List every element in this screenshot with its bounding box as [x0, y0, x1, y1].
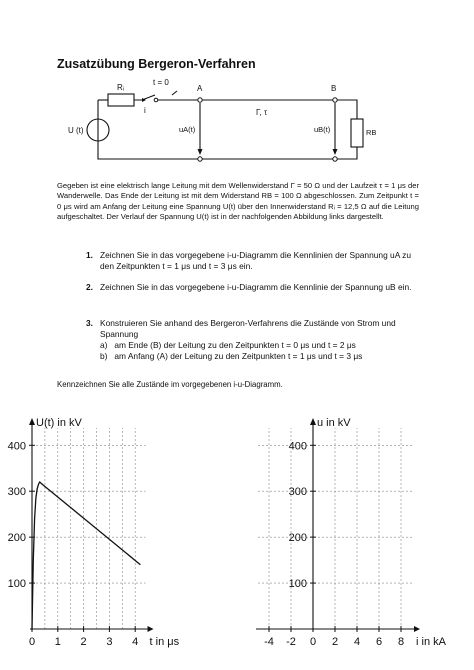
subtask-text: am Anfang (A) der Leitung zu den Zeitpunkten t = 1 μs und t = 3 μs — [114, 351, 363, 361]
circuit-diagram — [68, 75, 380, 165]
node-a-return-terminal — [198, 157, 202, 161]
y-tick-label: 400 — [7, 440, 26, 453]
node-b-label: B — [331, 84, 337, 93]
y-tick-label: 300 — [7, 486, 26, 499]
ub-arrow-icon — [333, 149, 338, 155]
ua-label: uA(t) — [179, 125, 196, 134]
y-axis-label: u in kV — [317, 417, 351, 429]
task-3 — [86, 318, 420, 361]
task-text: Konstruieren Sie anhand des Bergeron-Verfahrens die Zustände von Strom und Spannung — [100, 318, 396, 339]
x-tick-label: 6 — [375, 636, 383, 648]
subtask-label: a) — [100, 340, 108, 350]
task-number: 3. — [86, 318, 93, 328]
x-tick-label: 4 — [132, 636, 139, 648]
inner-resistor — [108, 94, 134, 106]
load-resistor — [351, 119, 363, 147]
y-tick-label: 400 — [288, 440, 307, 453]
node-b-terminal — [333, 98, 337, 102]
x-axis-label: t in μs — [149, 636, 180, 648]
x-axis-label: i in kA — [416, 636, 446, 648]
final-note: Kennzeichnen Sie alle Zustände im vorgegebenen i-u-Diagramm. — [57, 380, 283, 389]
subtask-a — [100, 340, 420, 351]
node-a-label: A — [197, 84, 203, 93]
source-label: U (t) — [68, 126, 84, 135]
diagrams — [0, 410, 474, 670]
subtask-b — [100, 351, 420, 362]
task-1 — [86, 250, 420, 272]
x-axis-arrow-icon — [414, 626, 420, 632]
task-number: 2. — [86, 282, 93, 292]
ua-arrow-icon — [198, 149, 203, 155]
page-title: Zusatzübung Bergeron-Verfahren — [57, 57, 256, 71]
intro-paragraph: Gegeben ist eine elektrisch lange Leitung mit dem Wellenwiderstand Γ = 50 Ω und der Laufzeit τ = 1 μs der Wanderwelle. Das Ende der Leitung ist mit dem Widerstand RB = 100 Ω abgeschlossen. Zum Zeitpunkt t = 0 μs wird am Anfang der Leitung eine Spannung U(t) über den Innenwiderstand Rᵢ = 12,5 Ω auf die Leitung aufgeschaltet. Der Verlauf der Spannung U(t) ist in der nachfolgenden Abbildung links dargestellt. — [57, 181, 419, 221]
current-label: i — [144, 106, 146, 115]
y-tick-label: 200 — [7, 532, 26, 545]
line-label: Γ, τ — [256, 108, 268, 117]
x-tick-label: -4 — [264, 636, 274, 648]
y-axis-label: U(t) in kV — [36, 417, 82, 429]
x-tick-label: 4 — [353, 636, 361, 648]
y-axis-arrow-icon — [310, 418, 316, 425]
node-b-return-terminal — [333, 157, 337, 161]
y-tick-label: 100 — [288, 578, 307, 591]
task-number: 1. — [86, 250, 93, 260]
x-tick-label: 2 — [331, 636, 339, 648]
y-tick-label: 300 — [288, 486, 307, 499]
node-a-terminal — [198, 98, 202, 102]
x-tick-label: 2 — [80, 636, 87, 648]
x-tick-label: 0 — [28, 636, 36, 648]
x-tick-label: 8 — [397, 636, 405, 648]
x-tick-label: -2 — [286, 636, 296, 648]
switch-pivot — [154, 98, 158, 102]
x-tick-label: 3 — [106, 636, 113, 648]
ub-label: uB(t) — [314, 125, 331, 134]
task-text: Zeichnen Sie in das vorgegebene i-u-Diagramm die Kennlinie der Spannung uB ein. — [100, 282, 412, 292]
task-2 — [86, 282, 420, 293]
task-text: Zeichnen Sie in das vorgegebene i-u-Diagramm die Kennlinien der Spannung uA zu den Zeitpunkten t = 1 μs und t = 3 μs ein. — [100, 250, 412, 271]
y-axis-arrow-icon — [29, 418, 35, 425]
load-resistor-label: RB — [366, 128, 377, 137]
x-tick-label: 0 — [309, 636, 317, 648]
subtask-text: am Ende (B) der Leitung zu den Zeitpunkten t = 0 μs und t = 2 μs — [114, 340, 356, 350]
switch-label: t = 0 — [153, 78, 169, 87]
x-tick-label: 1 — [54, 636, 61, 648]
y-tick-label: 200 — [288, 532, 307, 545]
y-tick-label: 100 — [7, 578, 26, 591]
subtask-label: b) — [100, 351, 108, 361]
voltage-curve — [32, 482, 140, 629]
x-axis-arrow-icon — [148, 626, 154, 632]
inner-resistor-label: Rᵢ — [117, 83, 125, 92]
